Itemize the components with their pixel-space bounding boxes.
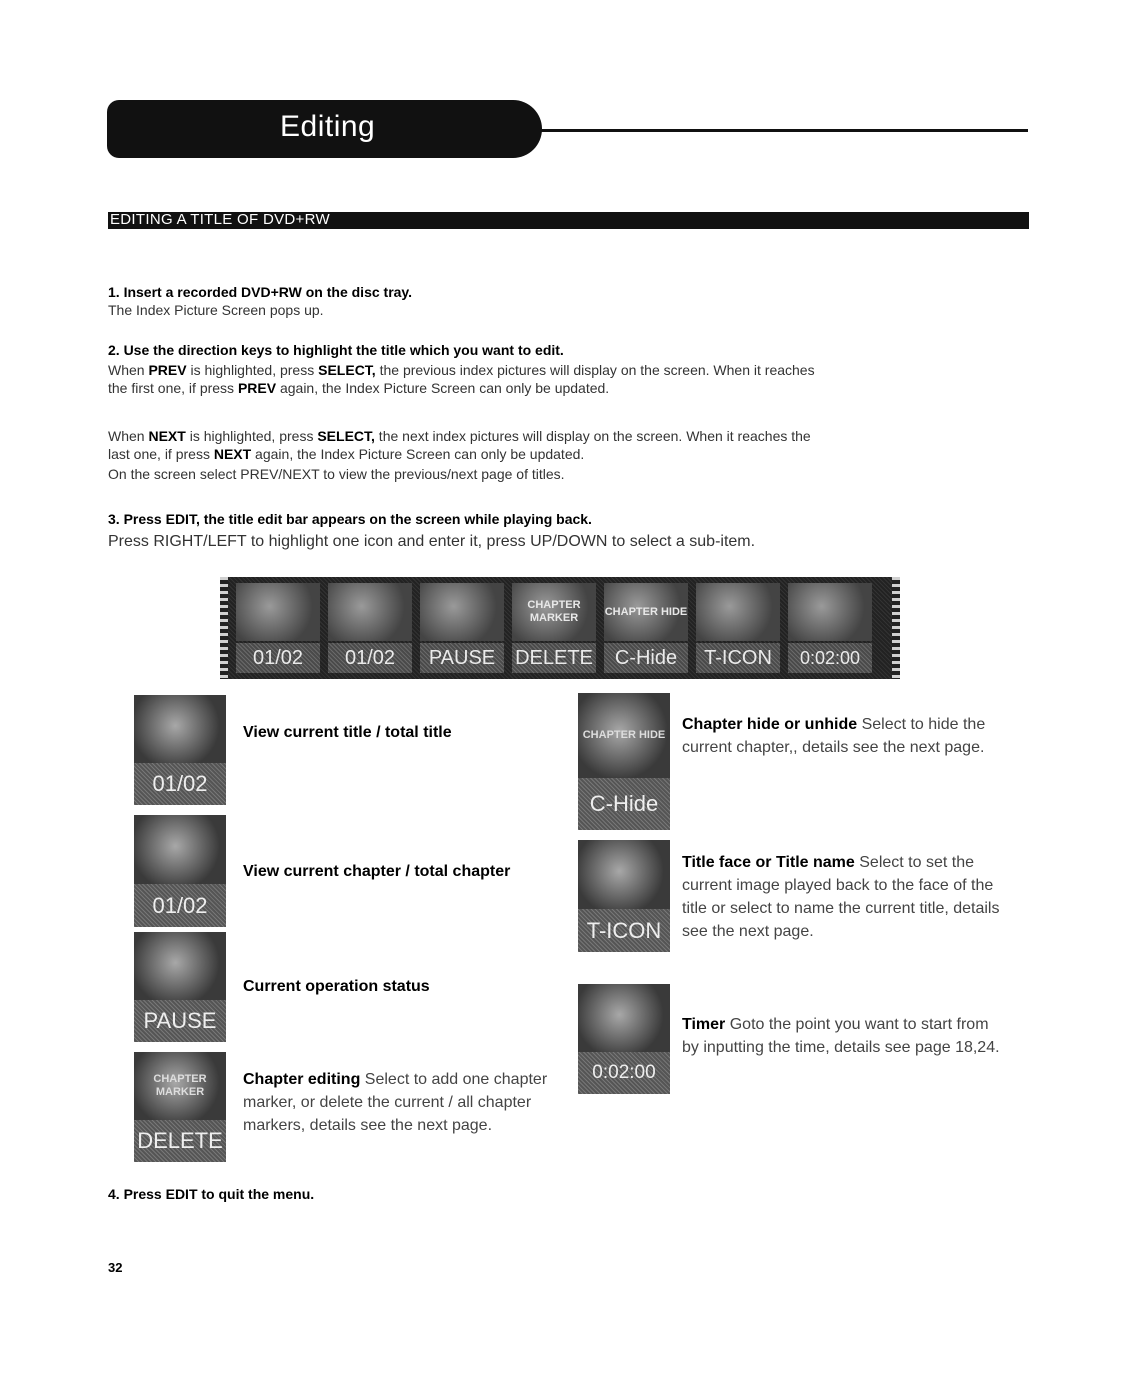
page-number: 32 bbox=[108, 1260, 123, 1275]
legend-thumb-chapter: 01/02 bbox=[134, 815, 226, 927]
legend-timer: Timer Goto the point you want to start from by inputting the time, details see page 18,24. bbox=[682, 1016, 1000, 1056]
legend-thumb-ticon: T-ICON bbox=[578, 840, 670, 952]
edit-bar-label-chapter: 01/02 bbox=[328, 643, 412, 673]
step2-paragraph-2: When NEXT is highlighted, press SELECT, the next index pictures will display on the screen. When it reaches the last one, if press NEXT again, the Index Picture Screen can only be updated. bbox=[108, 428, 811, 462]
legend-chapter-hide: Chapter hide or unhide Select to hide the current chapter,, details see the next page. bbox=[682, 716, 986, 756]
step2-paragraph-1: When PREV is highlighted, press SELECT, the previous index pictures will display on the screen. When it reaches the first one, if press PREV again, the Index Picture Screen can only be updated. bbox=[108, 362, 815, 396]
film-strip-right bbox=[892, 577, 900, 679]
operation-status-icon bbox=[134, 932, 226, 1000]
title-icon-face-icon bbox=[578, 840, 670, 909]
step3-text: Press RIGHT/LEFT to highlight one icon and enter it, press UP/DOWN to select a sub-item. bbox=[108, 533, 756, 550]
section-title: EDITING A TITLE OF DVD+RW bbox=[110, 211, 330, 228]
timer-icon bbox=[578, 984, 670, 1052]
timer-icon bbox=[788, 583, 872, 641]
edit-bar-label-title: 01/02 bbox=[236, 643, 320, 673]
legend-thumb-hide: CHAPTER HIDE C-Hide bbox=[578, 693, 670, 830]
step2-heading: 2. Use the direction keys to highlight the title which you want to edit. bbox=[108, 342, 564, 358]
title-icon bbox=[134, 695, 226, 763]
edit-bar-label-timer: 0:02:00 bbox=[788, 643, 872, 673]
legend-status: Current operation status bbox=[243, 978, 430, 995]
title-icon-face-icon bbox=[696, 583, 780, 641]
edit-bar-label-ticon: T-ICON bbox=[696, 643, 780, 673]
header-rule bbox=[540, 129, 1028, 132]
page-title: Editing bbox=[280, 110, 376, 143]
edit-bar-label-marker: DELETE bbox=[512, 643, 596, 673]
legend-thumb-status: PAUSE bbox=[134, 932, 226, 1042]
legend-chapter: View current chapter / total chapter bbox=[243, 863, 511, 880]
chapter-icon bbox=[328, 583, 412, 641]
legend-thumb-timer: 0:02:00 bbox=[578, 984, 670, 1094]
step1-text: The Index Picture Screen pops up. bbox=[108, 302, 324, 318]
chapter-hide-icon: CHAPTER HIDE bbox=[578, 693, 670, 778]
operation-status-icon bbox=[420, 583, 504, 641]
edit-bar-label-hide: C-Hide bbox=[604, 643, 688, 673]
step2-paragraph-3: On the screen select PREV/NEXT to view the previous/next page of titles. bbox=[108, 466, 565, 482]
legend-chapter-editing: Chapter editing Select to add one chapter marker, or delete the current / all chapter markers, details see the next page. bbox=[243, 1071, 548, 1134]
step1-heading: 1. Insert a recorded DVD+RW on the disc tray. bbox=[108, 284, 413, 300]
chapter-marker-icon: CHAPTER MARKER bbox=[512, 583, 596, 641]
chapter-icon bbox=[134, 815, 226, 884]
legend-title-face: Title face or Title name Select to set the current image played back to the face of the title or select to name the current title, details see the next page. bbox=[682, 854, 1000, 940]
film-strip-left bbox=[220, 577, 228, 679]
chapter-marker-icon: CHAPTER MARKER bbox=[134, 1052, 226, 1120]
step3-heading: 3. Press EDIT, the title edit bar appears on the screen while playing back. bbox=[108, 511, 592, 527]
title-icon bbox=[236, 583, 320, 641]
legend-thumb-marker: CHAPTER MARKER DELETE bbox=[134, 1052, 226, 1162]
edit-bar-label-status: PAUSE bbox=[420, 643, 504, 673]
step4-heading: 4. Press EDIT to quit the menu. bbox=[108, 1186, 315, 1202]
legend-title: View current title / total title bbox=[243, 724, 452, 741]
title-edit-bar bbox=[220, 577, 900, 679]
chapter-hide-icon: CHAPTER HIDE bbox=[604, 583, 688, 641]
legend-thumb-title: 01/02 bbox=[134, 695, 226, 805]
